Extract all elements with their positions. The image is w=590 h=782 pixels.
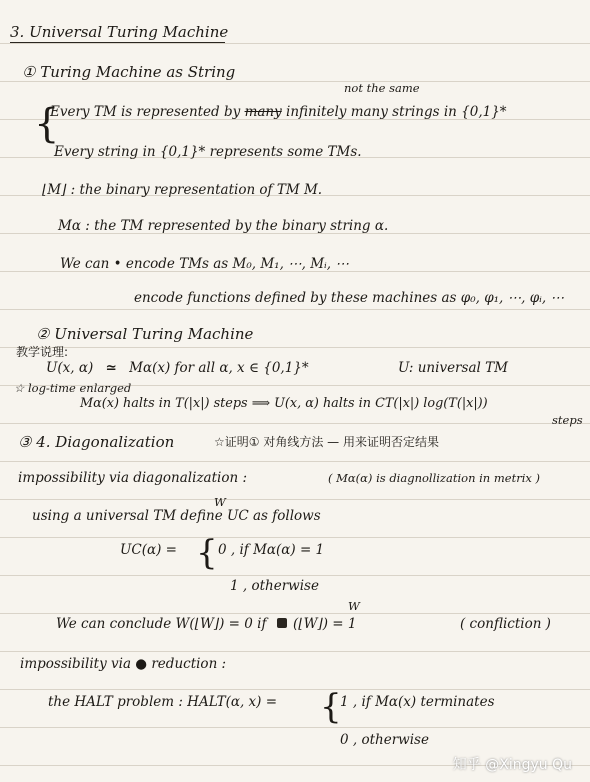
cjk-label: 教学说理: — [16, 345, 69, 359]
encode-tms-line: We can • encode TMs as M₀, M₁, ⋯, Mᵢ, ⋯ — [60, 256, 349, 272]
impossibility-reduction: impossibility via ● reduction : — [20, 656, 227, 672]
line-every-string: Every string in {0,1}* represents some TMs. — [54, 144, 362, 160]
impossibility-diagonalization: impossibility via diagonalization : — [18, 470, 248, 486]
section-heading: 3. Universal Turing Machine — [10, 23, 229, 41]
conclude-line: We can conclude W(⌊W⌋) = 0 if (⌊W⌋) = 1 — [56, 616, 357, 632]
log-time-label: ☆ log-time enlarged — [14, 381, 132, 395]
halt-problem-left: the HALT problem : HALT(α, x) = — [48, 694, 278, 710]
halt-case-two: 0 , otherwise — [340, 732, 429, 748]
cjk-proof-note: ☆证明① 对角线方法 — 用来证明否定结果 — [214, 435, 439, 449]
matrix-note: ( Mα(α) is diagnollization in metrix ) — [328, 471, 541, 485]
uc-case-two: 1 , otherwise — [230, 578, 319, 594]
w-superscript: W — [214, 495, 226, 509]
annotation-not-the-same: not the same — [344, 81, 420, 95]
halt-brace: { — [320, 687, 342, 727]
halts-implication: Mα(x) halts in T(|x|) steps ⟹ U(x, α) halts in CT(|x|) log(T(|x|)) — [80, 396, 488, 411]
heading-underline — [10, 42, 225, 43]
subsection-title-2: ② Universal Turing Machine — [36, 325, 254, 343]
definition-binary-rep: ⌊M⌋ : the binary representation of TM M. — [42, 182, 323, 198]
utm-note: U: universal TM — [398, 360, 508, 376]
uc-case-one: 0 , if Mα(α) = 1 — [218, 542, 325, 558]
definition-m-alpha: Mα : the TM represented by the binary string α. — [58, 218, 389, 234]
confliction-note: ( confliction ) — [460, 616, 551, 632]
uc-brace: { — [196, 533, 218, 573]
utm-equation: U(x, α) ≃ Mα(x) for all α, x ∈ {0,1}* — [46, 360, 309, 376]
using-universal-tm: using a universal TM define UC as follows — [32, 508, 321, 524]
encode-functions-line: encode functions defined by these machines as φ₀, φ₁, ⋯, φᵢ, ⋯ — [134, 290, 564, 306]
steps-label: steps — [552, 413, 583, 427]
scribble-mark — [277, 618, 287, 628]
subsection-title-3: ③ 4. Diagonalization — [18, 433, 175, 451]
halt-case-one: 1 , if Mα(x) terminates — [340, 694, 495, 710]
uc-definition-left: UC(α) = — [120, 542, 177, 558]
left-brace: { — [34, 101, 60, 147]
w-superscript-2: W — [348, 599, 360, 613]
line-every-tm: Every TM is represented by many infinitely many strings in {0,1}* — [50, 104, 507, 120]
subsection-title-1: ① Turing Machine as String — [22, 63, 236, 81]
watermark: 知乎 @Xingyu Qu — [452, 757, 572, 773]
